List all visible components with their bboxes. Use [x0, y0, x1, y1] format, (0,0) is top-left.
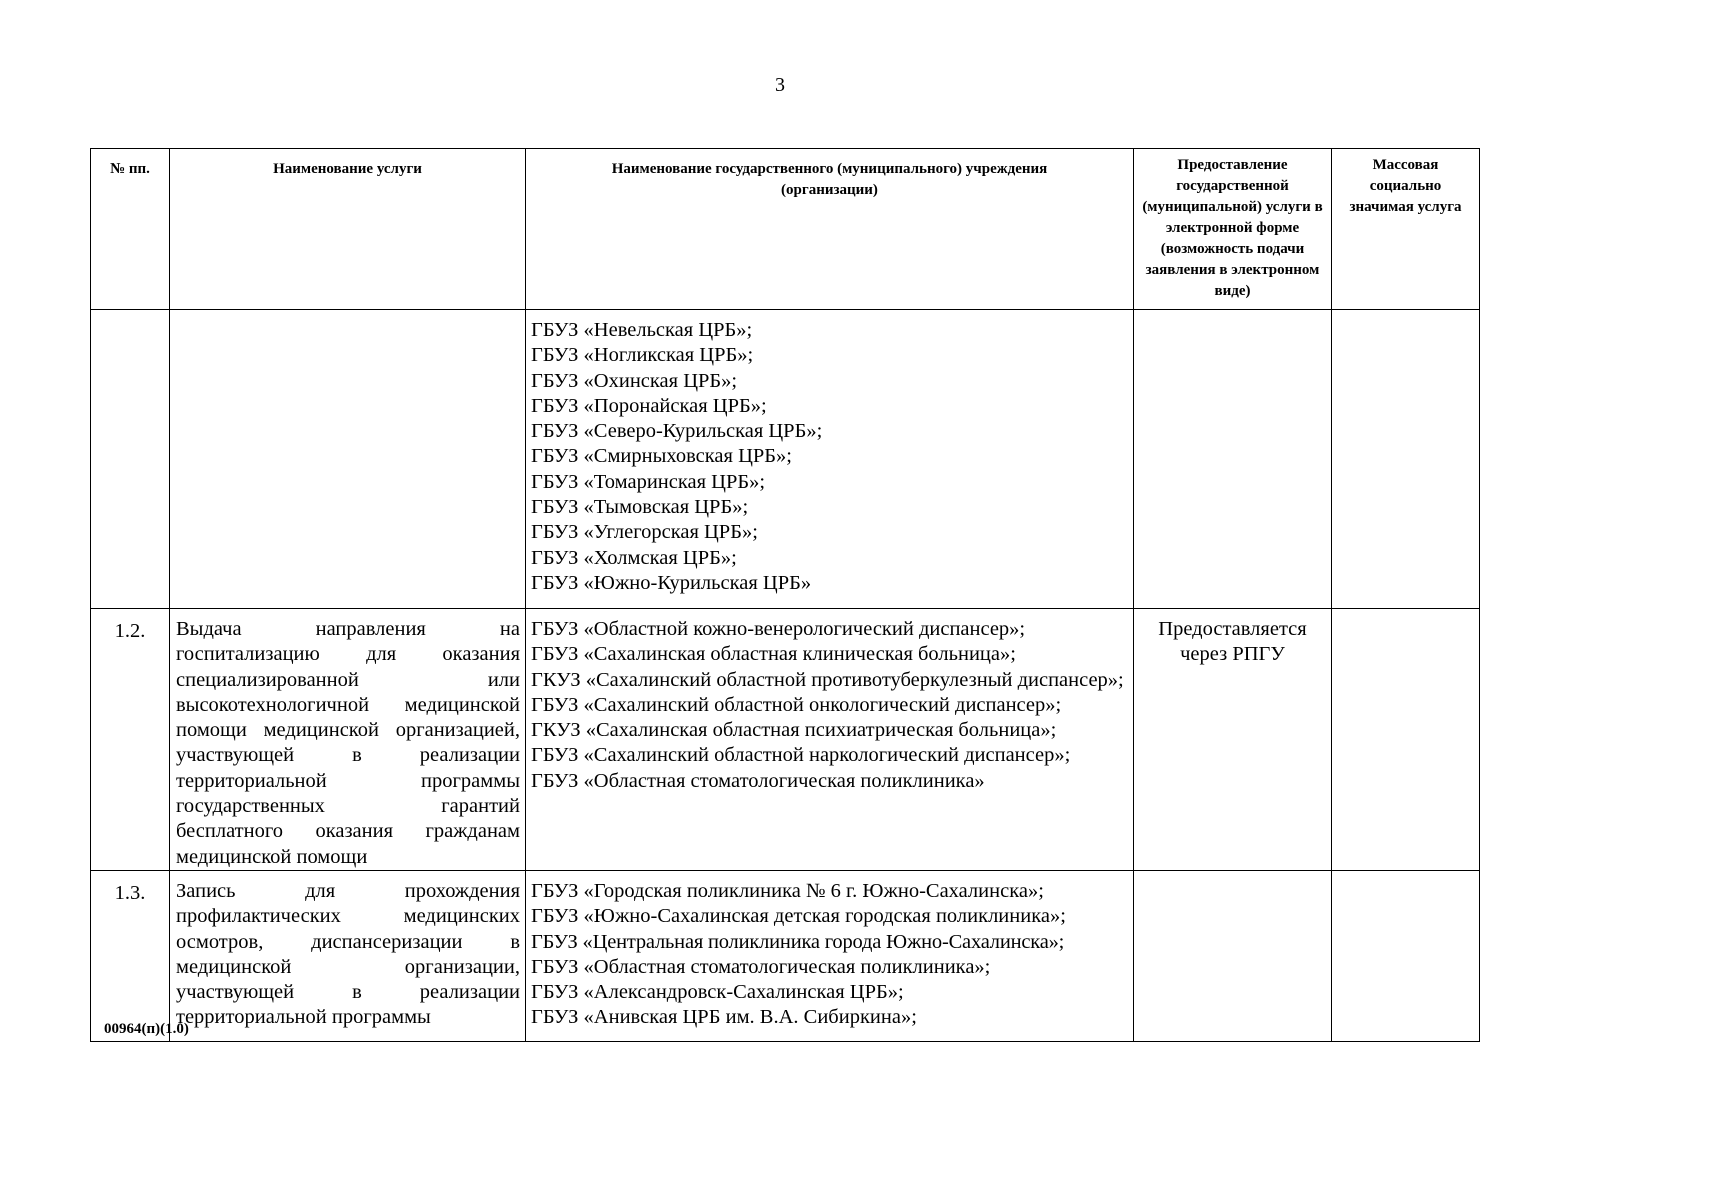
org-item: ГБУЗ «Сахалинская областная клиническая больница»;: [531, 643, 1016, 666]
header-num: № пп.: [91, 149, 170, 310]
table-row: [91, 870, 1480, 1041]
org-item: ГКУЗ «Сахалинский областной противотуберкулезный диспансер»;: [531, 668, 1124, 691]
org-list: [526, 609, 1134, 871]
org-item: ГБУЗ «Северо-Курильская ЦРБ»;: [531, 420, 823, 443]
mass-significance: [1332, 310, 1480, 609]
org-item: ГБУЗ «Южно-Курильская ЦРБ»: [531, 571, 812, 594]
org-item: ГБУЗ «Охинская ЦРБ»;: [531, 369, 738, 392]
org-item: ГБУЗ «Городская поликлиника № 6 г. Южно-Сахалинска»;: [531, 879, 1044, 902]
header-mass: Массовая социально значимая услуга: [1332, 149, 1480, 310]
header-service: Наименование услуги: [170, 149, 526, 310]
table-row: [91, 310, 1480, 609]
org-item: ГБУЗ «Анивская ЦРБ им. В.А. Сибиркина»;: [531, 1006, 917, 1029]
org-item: ГБУЗ «Сахалинский областной наркологический диспансер»;: [531, 744, 1071, 767]
services-table: [90, 148, 1480, 1042]
org-item: ГБУЗ «Поронайская ЦРБ»;: [531, 394, 767, 417]
table-row: [91, 609, 1480, 871]
org-item: ГБУЗ «Холмская ЦРБ»;: [531, 546, 737, 569]
org-item: ГБУЗ «Центральная поликлиника города Южно-Сахалинска»;: [531, 930, 1065, 953]
row-number: [91, 310, 170, 609]
org-item: ГБУЗ «Сахалинский областной онкологический диспансер»;: [531, 693, 1062, 716]
service-name: Выдача направления на госпитализацию для оказания специализированной или высокотехнологичной медицинской помощи медицинской организацией, участвующей в реализации территориальной программы государственных гарантий бесплатного оказания гражданам медицинской помощи: [170, 609, 526, 871]
org-item: ГБУЗ «Областная стоматологическая поликлиника»: [531, 769, 985, 792]
row-number: 1.3.: [91, 870, 170, 1041]
org-item: ГБУЗ «Областная стоматологическая поликлиника»;: [531, 955, 991, 978]
org-item: ГБУЗ «Южно-Сахалинская детская городская поликлиника»;: [531, 905, 1066, 928]
org-item: ГБУЗ «Ногликская ЦРБ»;: [531, 344, 754, 367]
org-item: ГБУЗ «Тымовская ЦРБ»;: [531, 496, 749, 519]
header-org: Наименование государственного (муниципального) учреждения (организации): [526, 149, 1134, 310]
header-electronic: Предоставление государственной (муниципальной) услуги в электронной форме (возможность подачи заявления в электронном виде): [1134, 149, 1332, 310]
page-number: 3: [775, 74, 785, 96]
electronic-availability: [1134, 310, 1332, 609]
service-name: Запись для прохождения профилактических медицинских осмотров, диспансеризации в медицинской организации, участвующей в реализации территориальной программы: [170, 870, 526, 1041]
mass-significance: [1332, 870, 1480, 1041]
org-item: ГБУЗ «Смирныховская ЦРБ»;: [531, 445, 793, 468]
org-item: ГБУЗ «Углегорская ЦРБ»;: [531, 521, 758, 544]
table-header-row: [91, 149, 1480, 310]
org-item: ГБУЗ «Невельская ЦРБ»;: [531, 319, 753, 341]
service-name: [170, 310, 526, 609]
org-list: [526, 310, 1134, 609]
org-list: [526, 870, 1134, 1041]
org-item: ГБУЗ «Александровск-Сахалинская ЦРБ»;: [531, 981, 904, 1004]
org-item: ГБУЗ «Томаринская ЦРБ»;: [531, 470, 766, 493]
electronic-availability: Предоставляется через РПГУ: [1134, 609, 1332, 871]
row-number: 1.2.: [91, 609, 170, 871]
electronic-availability: [1134, 870, 1332, 1041]
mass-significance: [1332, 609, 1480, 871]
document-code: 00964(п)(1.0): [104, 1021, 189, 1037]
org-item: ГКУЗ «Сахалинская областная психиатрическая больница»;: [531, 719, 1057, 742]
org-item: ГБУЗ «Областной кожно-венерологический диспансер»;: [531, 618, 1026, 640]
